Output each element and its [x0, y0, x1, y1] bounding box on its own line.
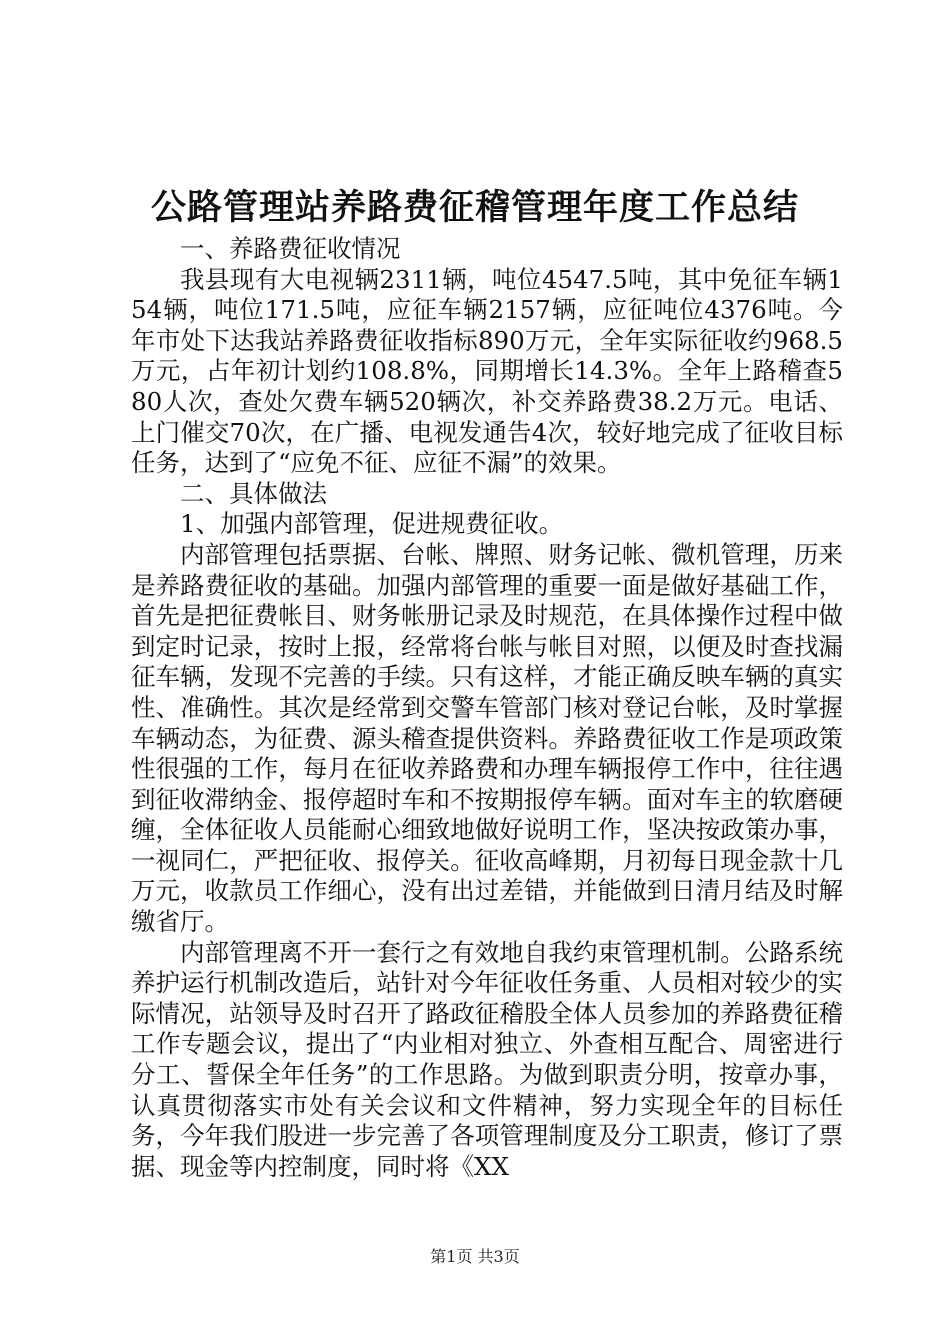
- section-heading-1: 一、养路费征收情况: [180, 234, 401, 263]
- document-title: 公路管理站养路费征稽管理年度工作总结: [150, 188, 799, 228]
- subsection-heading-1: 1、加强内部管理，促进规费征收。: [180, 509, 564, 539]
- paragraph-internal-management: 内部管理包括票据、台帐、牌照、财务记帐、微机管理，历来是养路费征收的基础。加强内部管理的重要一面是做好基础工作，首先是把征费帐目、财务帐册记录及时规范，在具体操作过程中做到定时记录，按时上报，经常将台帐与帐目对照，以便及时查找漏征车辆，发现不完善的手续。只有这样，才能正确反映车辆的真实性、准确性。其次是经常到交警车管部门核对登记台帐，及时掌握车辆动态，为征费、源头稽查提供资料。养路费征收工作是项政策性很强的工作，每月在征收养路费和办理车辆报停工作中，往往遇到征收滞纳金、报停超时车和不按期报停车辆。面对车主的软磨硬缠，全体征收人员能耐心细致地做好说明工作，坚决按政策办事，一视同仁，严把征收、报停关。征收高峰期，月初每日现金款十几万元，收款员工作细心，没有出过差错，并能做到日清月结及时解缴省厅。: [131, 539, 843, 937]
- paragraph-management-mechanism: 内部管理离不开一套行之有效地自我约束管理机制。公路系统养护运行机制改造后，站针对今年征收任务重、人员相对较少的实际情况，站领导及时召开了路政征稽股全体人员参加的养路费征稽工作专题会议，提出了“内业相对独立、外查相互配合、周密进行分工、誓保全年任务”的工作思路。为做到职责分明，按章办事，认真贯彻落实市处有关会议和文件精神，努力实现全年的目标任务，今年我们股进一步完善了各项管理制度及分工职责，修订了票据、现金等内控制度，同时将《XX: [131, 937, 843, 1181]
- page-footer: 第1页 共3页: [430, 1247, 520, 1266]
- paragraph-collection-summary: 我县现有大电视辆2311辆，吨位4547.5吨，其中免征车辆154辆，吨位171.5吨，应征车辆2157辆，应征吨位4376吨。今年市处下达我站养路费征收指标890万元，全年实际征收约968.5万元，占年初计划约108.8%，同期增长14.3%。全年上路稽查580人次，查处欠费车辆520辆次，补交养路费38.2万元。电话、上门催交70次，在广播、电视发通告4次，较好地完成了征收目标任务，达到了“应免不征、应征不漏”的效果。: [131, 264, 843, 478]
- document-body: [131, 234, 843, 1182]
- section-heading-2: 二、具体做法: [180, 478, 327, 508]
